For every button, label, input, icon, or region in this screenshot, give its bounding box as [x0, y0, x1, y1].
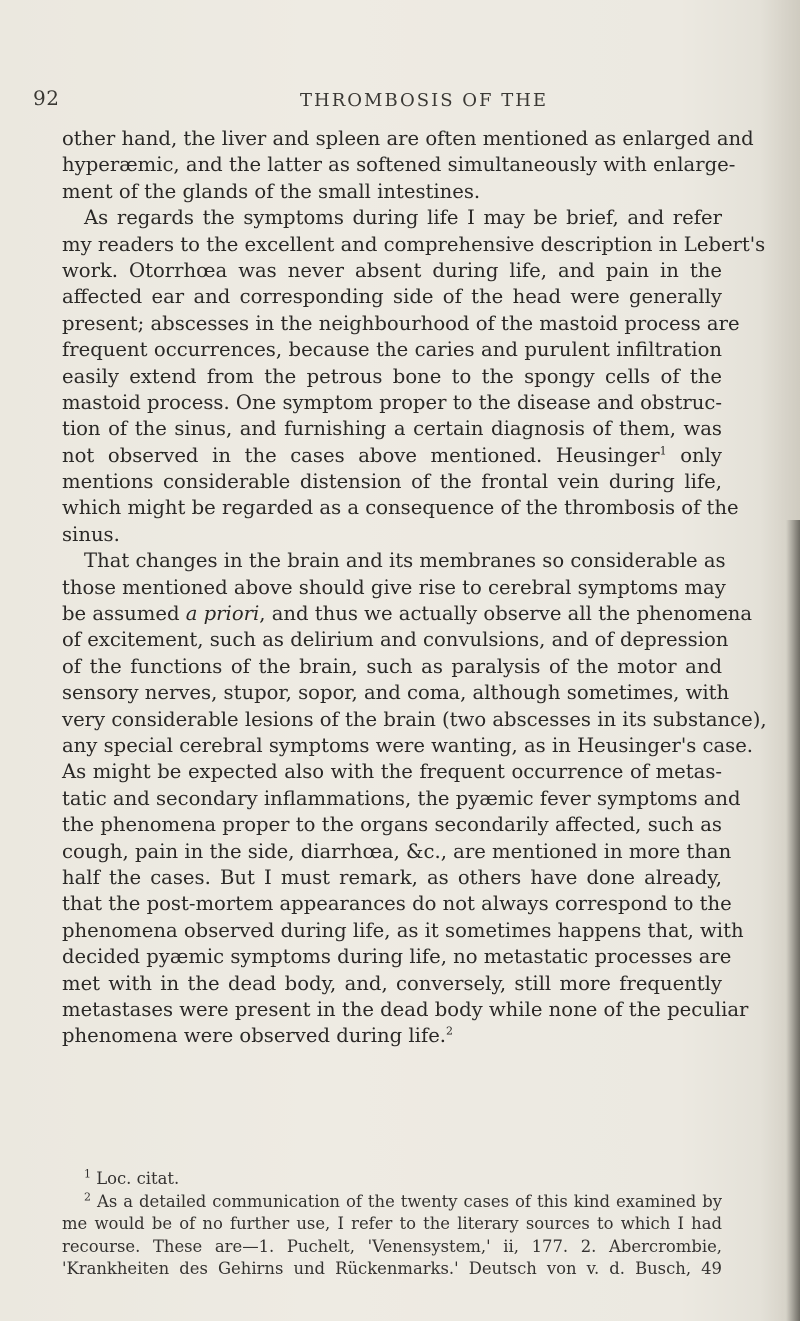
- text-line: cough, pain in the side, diarrhœa, &c., are mentioned in more than: [62, 839, 732, 863]
- text-fragment: be assumed: [62, 602, 180, 626]
- text-line: phenomena observed during life, as it sometimes happens that, with: [62, 918, 744, 942]
- body-text: [62, 126, 767, 1050]
- text-line: that the post-mortem appearances do not always correspond to the: [62, 892, 732, 916]
- text-line: sinus.: [62, 522, 120, 546]
- running-head: THROMBOSIS OF THE: [300, 90, 549, 111]
- text-line: my readers to the excellent and comprehensive description in Lebert's: [62, 232, 766, 256]
- text-line: of the functions of the brain, such as paralysis of the motor and: [62, 654, 722, 678]
- page-edge-shadow: [786, 520, 800, 1321]
- footnote-text: Loc. citat.: [96, 1169, 180, 1188]
- text-line: work. Otorrhœa was never absent during life, and pain in the: [62, 258, 722, 282]
- text-line: [62, 1023, 722, 1049]
- text-line: those mentioned above should give rise to cerebral symptoms may: [62, 575, 726, 599]
- text-line: decided pyæmic symptoms during life, no metastatic processes are: [62, 945, 732, 969]
- footnote-ref-2: 2: [446, 1024, 454, 1038]
- text-line: which might be regarded as a consequence of the thrombosis of the: [62, 496, 739, 520]
- text-line: That changes in the brain and its membranes so considerable as: [84, 549, 726, 573]
- text-line: frequent occurrences, because the caries and purulent infiltration: [62, 338, 722, 362]
- footnote-mark: 1: [84, 1167, 91, 1181]
- footnote-line: 'Krankheiten des Gehirns und Rückenmarks.' Deutsch von v. d. Busch, 49: [62, 1259, 722, 1278]
- text-line: mentions considerable distension of the frontal vein during life,: [62, 470, 722, 494]
- text-fragment: , and thus we actually observe all the phenomena: [259, 602, 753, 626]
- text-line: the phenomena proper to the organs secondarily affected, such as: [62, 813, 722, 837]
- text-line: other hand, the liver and spleen are often mentioned as enlarged and: [62, 127, 754, 150]
- footnotes: [62, 1168, 722, 1281]
- text-line: [62, 443, 722, 469]
- footnote-2: [62, 1191, 722, 1214]
- text-line: any special cerebral symptoms were wanting, as in Heusinger's case.: [62, 733, 754, 757]
- text-line: sensory nerves, stupor, sopor, and coma, although sometimes, with: [62, 681, 730, 705]
- footnote-ref-1: 1: [659, 444, 667, 458]
- text-line: mastoid process. One symptom proper to the disease and obstruc-: [62, 390, 722, 414]
- text-line: As might be expected also with the frequent occurrence of metas-: [62, 760, 722, 784]
- text-line: tion of the sinus, and furnishing a certain diagnosis of them, was: [62, 417, 722, 441]
- text-line: half the cases. But I must remark, as others have done already,: [62, 865, 722, 889]
- text-line: ment of the glands of the small intestines.: [62, 179, 481, 203]
- footnote-line: recourse. These are—1. Puchelt, 'Venensystem,' ii, 177. 2. Abercrombie,: [62, 1236, 722, 1256]
- text-line: present; abscesses in the neighbourhood of the mastoid process are: [62, 311, 740, 335]
- text-fragment: phenomena were observed during life.: [62, 1024, 447, 1048]
- italic-phrase: a priori: [185, 602, 260, 626]
- text-line: met with in the dead body, and, conversely, still more frequently: [62, 971, 722, 995]
- text-fragment: not observed in the cases above mentioned. Heusinger: [62, 443, 660, 467]
- text-fragment: only: [666, 443, 723, 467]
- text-line: easily extend from the petrous bone to the spongy cells of the: [62, 364, 722, 388]
- text-line: metastases were present in the dead body while none of the peculiar: [62, 997, 749, 1021]
- footnote-text: As a detailed communication of the twenty cases of this kind examined by: [97, 1191, 722, 1211]
- text-line: very considerable lesions of the brain (two abscesses in its substance),: [62, 707, 767, 731]
- text-line: [62, 601, 753, 627]
- text-line: tatic and secondary inflammations, the pyæmic fever symptoms and: [62, 786, 741, 810]
- text-line: of excitement, such as delirium and convulsions, and of depression: [62, 628, 729, 652]
- footnote-1: [62, 1168, 722, 1191]
- text-line: affected ear and corresponding side of the head were generally: [62, 285, 722, 309]
- text-line: As regards the symptoms during life I may be brief, and refer: [84, 206, 722, 230]
- footnote-mark: 2: [84, 1190, 91, 1204]
- footnote-line: me would be of no further use, I refer to the literary sources to which I had: [62, 1214, 722, 1233]
- text-line: hyperæmic, and the latter as softened simultaneously with enlarge-: [62, 153, 736, 177]
- page-number: 92: [33, 86, 60, 110]
